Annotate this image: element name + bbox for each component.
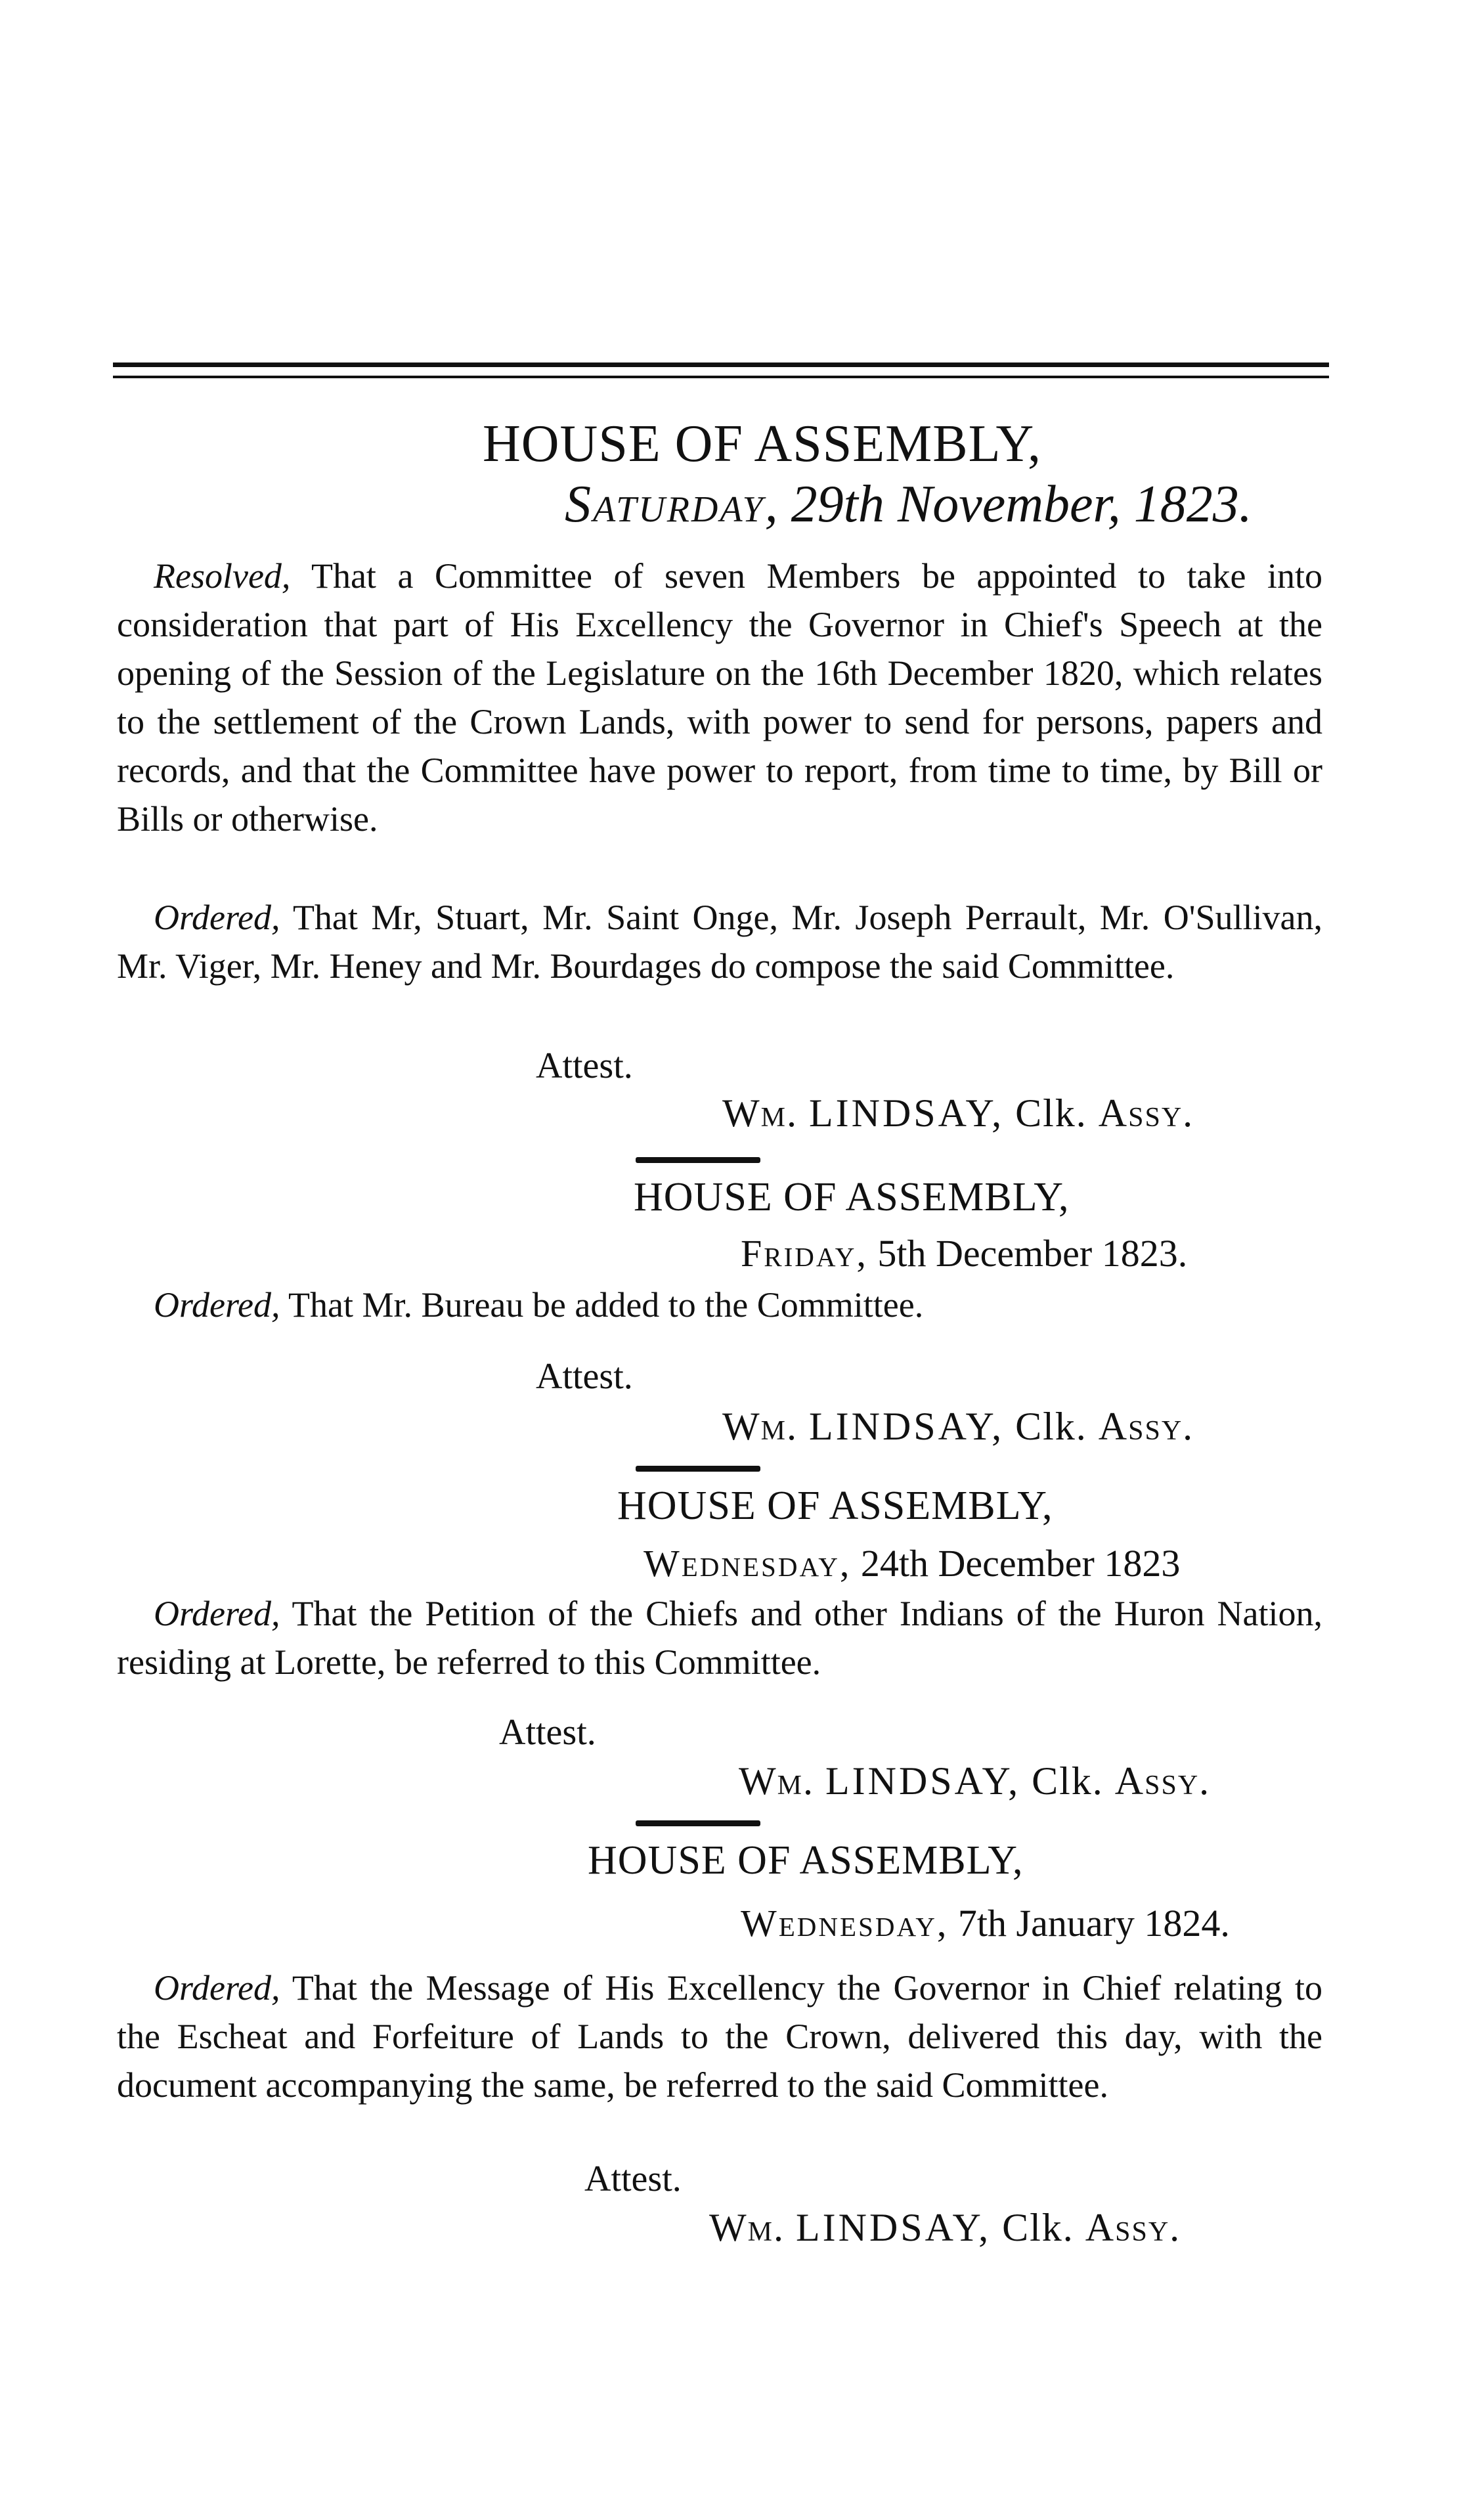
entry-1-order <box>117 893 1322 990</box>
entry-4-sig-title: Clk. <box>1002 2206 1074 2249</box>
entry-3-order <box>117 1589 1322 1686</box>
entry-1-signature <box>722 1093 1194 1133</box>
entry-1-resolution-text: That a Committee of seven Members be appointed to take into consideration that part of His Excellency the Governor in Chief's Speech at the opening of the Session of the Legislature on the 16th December 1820, which relates to the settlement of the Crown Lands, with power to send for persons, papers and records, and that the Committee have power to report, from time to time, by Bill or Bills or otherwise. <box>117 556 1322 839</box>
entry-2-dateline <box>741 1232 1188 1275</box>
entry-3-order-text: That the Petition of the Chiefs and other Indians of the Huron Nation, residing at Lorette, be referred to this Committee. <box>117 1594 1322 1682</box>
entry-4-order-text: That the Message of His Excellency the Governor in Chief relating to the Escheat and Forfeiture of Lands to the Crown, delivered this day, with the document accompanying the same, be referred to the said Committee. <box>117 1968 1322 2105</box>
entry-4-sig-first: Wm. <box>709 2206 785 2249</box>
entry-3-day: Wednesday, <box>644 1542 852 1585</box>
entry-2-sig-first: Wm. <box>722 1405 798 1448</box>
entry-1-sig-first: Wm. <box>722 1091 798 1135</box>
entry-1-date: 29th November, 1823. <box>791 475 1252 533</box>
entry-2-sig-short: Assy. <box>1098 1405 1194 1448</box>
entry-1-order-text: That Mr, Stuart, Mr. Saint Onge, Mr. Joseph Perrault, Mr. O'Sullivan, Mr. Viger, Mr. Heney and Mr. Bourdages do compose the said Committee. <box>117 898 1322 986</box>
entry-2-signature <box>722 1407 1194 1446</box>
entry-1-sig-name: LINDSAY, <box>808 1091 1005 1135</box>
entry-1-day: Saturday <box>565 475 765 533</box>
entry-4-order-lead: Ordered, <box>154 1968 280 2008</box>
entry-3-sig-title: Clk. <box>1032 1759 1104 1803</box>
entry-3-sig-first: Wm. <box>739 1759 814 1803</box>
entry-1-sig-title: Clk. <box>1015 1091 1087 1135</box>
entry-2-order <box>117 1281 1322 1329</box>
entry-4-dateline <box>741 1904 1230 1943</box>
entry-4-sig-name: LINDSAY, <box>795 2206 992 2249</box>
entry-3-attest: Attest. <box>499 1712 596 1753</box>
entry-2-sig-name: LINDSAY, <box>808 1405 1005 1448</box>
entry-1-dateline: Saturday, 29th November, 1823. <box>565 475 1252 533</box>
entry-2-heading: HOUSE OF ASSEMBLY, <box>634 1175 1070 1219</box>
entry-1-order-lead: Ordered, <box>154 898 280 937</box>
entry-2-date: 5th December 1823. <box>877 1232 1188 1275</box>
entry-4-day: Wednesday, <box>741 1902 949 1944</box>
entry-divider-2 <box>636 1466 760 1472</box>
entry-1-attest: Attest. <box>536 1045 633 1086</box>
top-double-rule-thin <box>113 376 1329 378</box>
entry-2-order-lead: Ordered, <box>154 1285 280 1325</box>
entry-3-heading: HOUSE OF ASSEMBLY, <box>617 1483 1053 1528</box>
entry-divider-3 <box>636 1820 760 1826</box>
entry-2-attest: Attest. <box>536 1356 633 1397</box>
entry-4-signature <box>709 2208 1181 2247</box>
entry-3-sig-short: Assy. <box>1114 1759 1211 1803</box>
entry-4-heading: HOUSE OF ASSEMBLY, <box>588 1838 1024 1883</box>
entry-divider-1 <box>636 1157 760 1163</box>
entry-4-order <box>117 1964 1322 2109</box>
entry-2-sig-title: Clk. <box>1015 1405 1087 1448</box>
entry-1-resolution-lead: Resolved, <box>154 556 291 596</box>
entry-3-order-lead: Ordered, <box>154 1594 280 1633</box>
entry-1-resolution <box>117 552 1322 843</box>
entry-4-date: 7th January 1824. <box>957 1902 1230 1944</box>
entry-4-sig-short: Assy. <box>1085 2206 1181 2249</box>
entry-3-signature <box>739 1761 1210 1801</box>
entry-4-attest: Attest. <box>584 2159 682 2199</box>
top-double-rule <box>113 362 1329 367</box>
entry-3-dateline <box>644 1542 1181 1585</box>
entry-3-sig-name: LINDSAY, <box>825 1759 1021 1803</box>
entry-2-order-text: That Mr. Bureau be added to the Committee. <box>280 1285 924 1325</box>
entry-3-date: 24th December 1823 <box>860 1542 1181 1585</box>
entry-1-sig-short: Assy. <box>1098 1091 1194 1135</box>
entry-2-day: Friday, <box>741 1232 868 1275</box>
entry-1-heading: HOUSE OF ASSEMBLY, <box>483 415 1041 473</box>
